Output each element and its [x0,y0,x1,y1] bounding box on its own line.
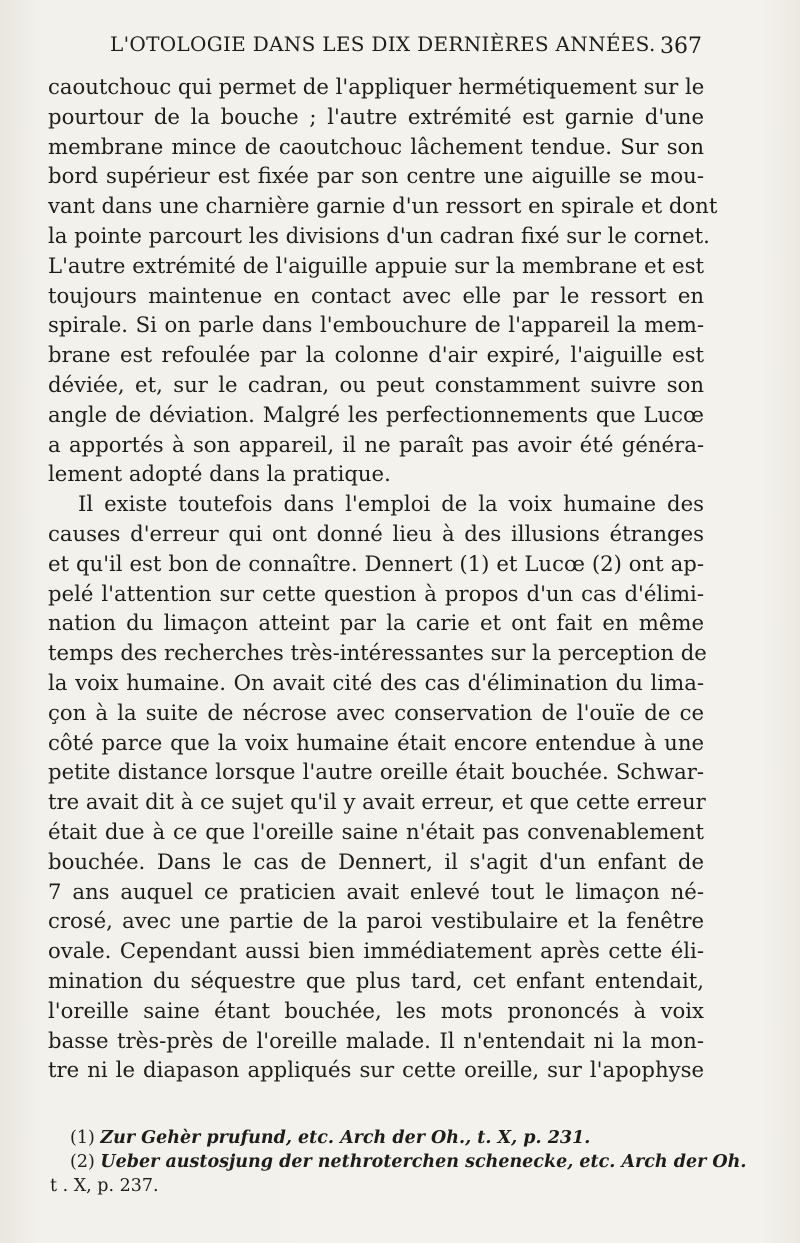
text-line: la pointe parcourt les divisions d'un cadran fixé sur le cornet. [48,222,710,248]
text-line: crosé, avec une partie de la paroi vestibulaire et la fenêtre [48,908,704,934]
footnotes [50,1126,747,1198]
footnote-2 [50,1150,747,1174]
text-line: basse très-près de l'oreille malade. Il n'entendait ni la mon- [48,1027,704,1053]
text-line: lement adopté dans la pratique. [48,461,391,487]
text-line: angle de déviation. Malgré les perfectionnements que Lucœ [48,401,704,427]
running-head: L'OTOLOGIE DANS LES DIX DERNIÈRES ANNÉES. [110,32,656,56]
footnote-text: t . X, p. 237. [50,1176,159,1196]
text-line: L'autre extrémité de l'aiguille appuie sur la membrane et est [48,252,704,278]
text-line: membrane mince de caoutchouc lâchement tendue. Sur son [48,133,704,159]
text-line: pourtour de la bouche ; l'autre extrémité est garnie d'une [48,103,704,129]
footnote-text: Zur Gehèr prufund, etc. Arch der Oh., t. X, p. 231. [100,1128,591,1148]
text-line: nation du limaçon atteint par la carie et ont fait en même [48,610,704,636]
footnote-text: Ueber austosjung der nethroterchen schenecke, etc. Arch der Oh. [100,1152,747,1172]
text-line: l'oreille saine étant bouchée, les mots prononcés à voix [48,997,704,1023]
text-line: petite distance lorsque l'autre oreille était bouchée. Schwar- [48,759,704,785]
text-line: pelé l'attention sur cette question à propos d'un cas d'élimi- [48,580,704,606]
text-line: côté parce que la voix humaine était encore entendue à une [48,729,704,755]
text-line: tre ni le diapason appliqués sur cette oreille, sur l'apophyse [48,1057,704,1083]
text-line: caoutchouc qui permet de l'appliquer hermétiquement sur le [48,74,705,99]
paragraph-1 [48,72,718,489]
text-line: bouchée. Dans le cas de Dennert, il s'agit d'un enfant de [48,848,704,874]
text-line: çon à la suite de nécrose avec conservation de l'ouïe de ce [48,699,704,725]
footnote-1 [50,1126,700,1150]
text-line: a apportés à son appareil, il ne paraît pas avoir été généra- [48,431,704,457]
text-line: brane est refoulée par la colonne d'air expiré, l'aiguille est [48,342,704,368]
text-line: et qu'il est bon de connaître. Dennert (1) et Lucœ (2) ont ap- [48,550,704,576]
text-line: temps des recherches très-intéressantes sur la perception de [48,640,707,666]
body-text [48,72,718,1085]
page-number: 367 [660,34,702,59]
text-line: tre avait dit à ce sujet qu'il y avait erreur, et que cette erreur [48,789,706,815]
page-header [110,32,702,68]
text-line: était due à ce que l'oreille saine n'était pas convenablement [48,818,704,844]
text-line: déviée, et, sur le cadran, ou peut constamment suivre son [48,371,704,397]
text-line: vant dans une charnière garnie d'un ressort en spirale et dont [48,193,718,219]
text-line: 7 ans auquel ce praticien avait enlevé tout le limaçon né- [48,878,704,904]
text-line: mination du séquestre que plus tard, cet enfant entendait, [48,967,704,993]
text-line: spirale. Si on parle dans l'embouchure de l'appareil la mem- [48,312,704,338]
footnote-number: (1) [70,1128,95,1148]
paragraph-2 [48,489,707,1085]
text-line: bord supérieur est fixée par son centre une aiguille se mou- [48,163,704,189]
footnote-2-continuation [50,1174,700,1198]
text-line: causes d'erreur qui ont donné lieu à des illusions étranges [48,520,704,546]
text-line: ovale. Cependant aussi bien immédiatement après cette éli- [48,938,704,964]
text-line: Il existe toutefois dans l'emploi de la voix humaine des [78,491,704,517]
text-line: la voix humaine. On avait cité des cas d'élimination du lima- [48,669,704,695]
text-line: toujours maintenue en contact avec elle par le ressort en [48,282,704,308]
footnote-number: (2) [70,1152,95,1172]
